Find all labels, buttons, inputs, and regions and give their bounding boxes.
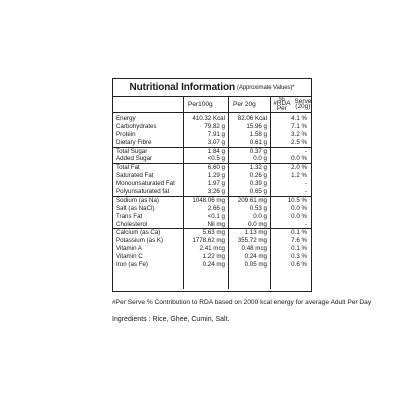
per-20g-value: 0.39 g [249,180,267,188]
nutrient-name: Polyunsaturated fat [116,188,170,196]
per-20g-value: 0.0 g [253,212,267,220]
per-20g-value: 1.32 g [249,164,267,172]
per-20g-value: 209.61 mg [237,196,267,204]
rda-value: 0.6 % [291,261,307,269]
header-per-20g: Per 20g [228,97,270,112]
nutrition-panel [112,78,312,292]
per-100g-value: 2.66 g [207,204,225,212]
header-rda-line1: % #RDA Per [273,96,291,112]
per-20g-value: 15.96 g [246,122,267,130]
nutrient-name: Iron (as Fe) [116,261,148,269]
nutrient-row [113,131,311,139]
per-20g-value: 1.58 g [249,130,267,138]
nutrient-row [113,139,311,147]
per-20g-value: 355.72 mg [237,237,267,245]
per-100g-value: 1048.06 mg [192,196,225,204]
header-rda [270,97,313,112]
nutrient-name: Potassium (as K) [116,237,164,245]
per-100g-value: 7.91 g [207,130,225,138]
per-100g-value: 0.24 mg [202,261,225,269]
nutrient-row [113,253,311,261]
per-100g-value: <0.5 g [207,155,225,163]
rda-value: - [304,147,307,155]
nutrient-name: Dietary Fibre [116,138,152,146]
per-100g-value: 6.60 g [207,164,225,172]
per-20g-value: 0.0 g [253,155,267,163]
per-20g-value: 0.65 g [249,188,267,196]
nutrient-row [113,115,311,123]
nutrient-name: Sodium (as Na) [116,196,159,204]
per-100g-value: 1.84 g [207,147,225,155]
nutrient-name: Total Sugar [116,147,148,155]
per-100g-value: 1.97 g [207,180,225,188]
per-20g-value: 0.24 mg [244,253,267,261]
per-20g-value: 0.05 mg [244,261,267,269]
per-100g-value: 1.22 mg [202,253,225,261]
ingredients-line: Ingredients : Rice, Ghee, Cumin, Salt. [112,316,230,323]
nutrient-name: Salt (as NaCl) [116,204,155,212]
nutrient-name: Energy [116,115,136,122]
rda-value: 0.0 % [291,204,307,212]
per-20g-value: 0.48 mcg [241,245,267,253]
nutrient-row [113,172,311,180]
nutrient-name: Cholesterol [116,220,148,228]
per-100g-value: Nil mg [207,220,225,228]
nutrient-rows [113,113,311,269]
rda-value: - [304,180,307,188]
panel-title: Nutritional Information [129,82,235,93]
per-20g-value: 0.53 g [249,204,267,212]
nutrient-row [113,245,311,253]
per-100g-value: 1778.62 mg [192,237,225,245]
nutrient-name: Protein [116,130,136,138]
rda-value: 2.0 % [291,164,307,172]
per-20g-value: 0.37 g [249,147,267,155]
nutrient-row [113,229,311,237]
rda-value: 0.3 % [291,253,307,261]
rda-value: - [304,220,307,228]
nutrient-name: Saturated Fat [116,172,154,180]
rda-value: 4.1 % [291,115,307,122]
per-20g-value: 0.0 mg [248,220,267,228]
header-rda-line2: Serve (20g) [294,98,312,110]
per-100g-value: 1.29 g [207,172,225,180]
nutrient-row [113,164,311,172]
nutrient-name: Total Fat [116,164,140,172]
per-100g-value: 410.32 Kcal [192,115,225,122]
rda-value: 0.0 % [291,155,307,163]
nutrient-name: Carbohydrates [116,122,157,130]
nutrient-name: Calcium (as Ca) [116,229,161,237]
header-per-100g: Per100g [183,97,228,112]
rda-footnote: #Per Serve % Contribution to RDA based on 2000 kcal energy for average Adult Per Day [112,299,372,306]
rda-value: 0.1 % [291,245,307,253]
per-20g-value: 0.26 g [249,172,267,180]
per-100g-value: 3.26 g [207,188,225,196]
nutrient-name: Added Sugar [116,155,153,163]
per-100g-value: 5.63 mg [202,229,225,237]
nutrient-row [113,148,311,156]
nutrient-row [113,155,311,163]
rda-value: 1.2 % [291,172,307,180]
rda-value: 10.5 % [287,196,307,204]
per-100g-value: <0.1 g [207,212,225,220]
nutrient-row [113,180,311,188]
nutrient-row [113,237,311,245]
nutrient-name: Trans Fat [116,212,143,220]
nutrient-row [113,261,311,269]
panel-title-row [113,79,311,97]
rda-value: 0.0 % [291,212,307,220]
rda-value: 3.2 % [291,130,307,138]
rda-value: 0.1 % [291,229,307,237]
nutrient-row [113,123,311,131]
panel-subtitle: (Approximate Values)* [237,84,295,91]
rda-value: 7.6 % [291,237,307,245]
per-100g-value: 79.82 g [204,122,225,130]
nutrient-row [113,221,311,229]
nutrient-row [113,197,311,205]
per-20g-value: 82.06 Kcal [237,115,267,122]
rda-value: 2.5 % [291,138,307,146]
column-header-row [113,97,311,113]
per-100g-value: 2.41 mcg [199,245,225,253]
rda-value: 7.1 % [291,122,307,130]
nutrient-row [113,213,311,221]
nutrient-name: Vitamin A [116,245,143,253]
nutrient-name: Monounsaturated Fat [116,180,175,188]
rda-value: - [304,188,307,196]
per-20g-value: 0.61 g [249,138,267,146]
nutrient-row [113,188,311,196]
nutrient-name: Vitamin C [116,253,143,261]
per-100g-value: 3.07 g [207,138,225,146]
per-20g-value: 1.13 mg [244,229,267,237]
nutrient-row [113,205,311,213]
